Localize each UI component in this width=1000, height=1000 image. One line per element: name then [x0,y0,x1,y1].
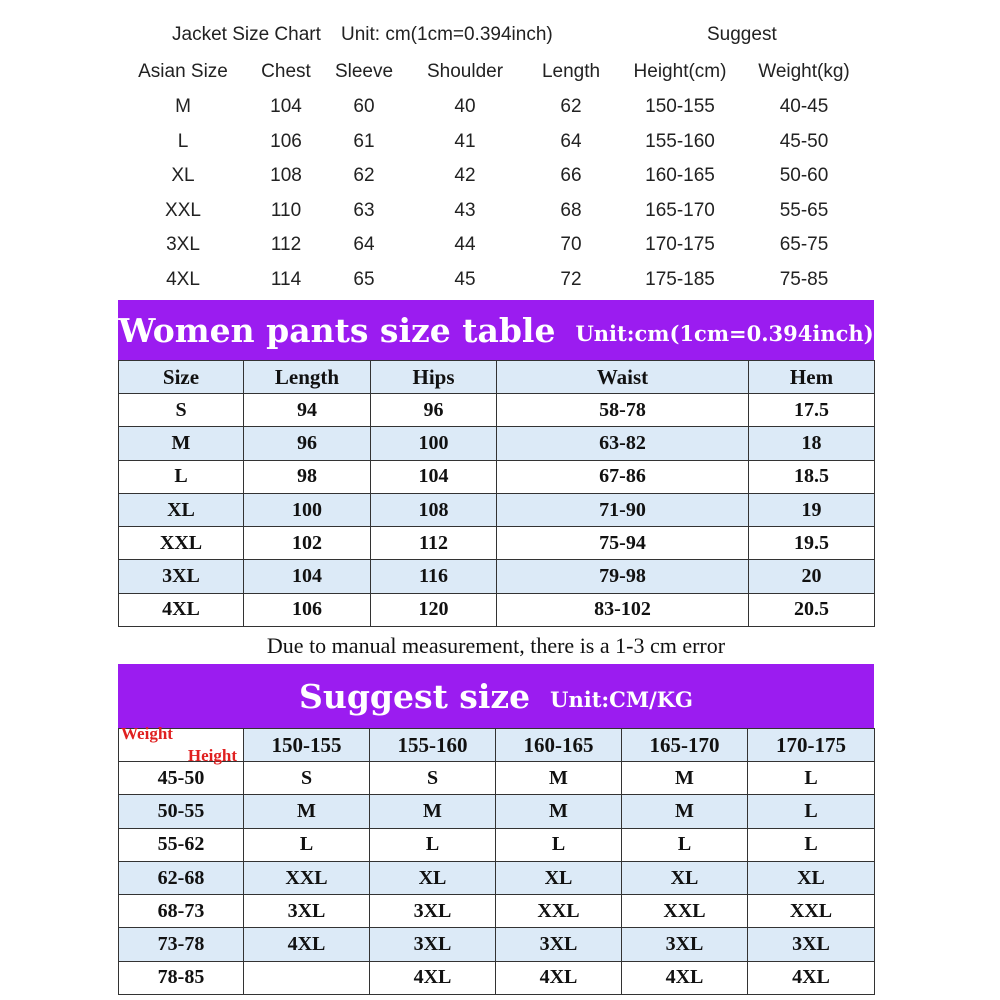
jacket-cell: 165-170 [645,199,715,221]
pants-cell: S [119,394,244,427]
pants-cell: 108 [371,493,497,526]
size-cell [244,961,370,994]
pants-cell: 98 [244,460,371,493]
pants-row [119,493,875,526]
jacket-cell: 4XL [166,268,200,290]
pants-cell: 67-86 [497,460,749,493]
suggest-header-row [119,729,875,762]
size-cell: 3XL [244,895,370,928]
size-cell: XXL [496,895,622,928]
height-header: 155-160 [370,729,496,762]
size-cell: XXL [622,895,748,928]
jacket-row [0,263,1000,297]
suggest-row [119,828,875,861]
pants-cell: 71-90 [497,493,749,526]
pants-unit: Unit:cm(1cm=0.394inch) [575,320,874,346]
size-cell: M [496,795,622,828]
corner-weight-label: Weight [121,724,173,743]
pants-cell: 19 [749,493,875,526]
pants-header: Hips [371,361,497,394]
pants-row [119,560,875,593]
jacket-size-chart [0,0,1000,300]
pants-title: Women pants size table [118,310,556,350]
size-cell: 4XL [244,928,370,961]
pants-cell: XXL [119,527,244,560]
pants-cell: 102 [244,527,371,560]
jacket-cell: 108 [270,165,302,186]
pants-cell: 20.5 [749,593,875,626]
jacket-cell: 175-185 [645,268,715,290]
weight-cell: 78-85 [119,961,244,994]
suggest-row [119,961,875,994]
jacket-cell: 41 [454,130,476,152]
jacket-cell: 42 [454,165,476,186]
weight-cell: 45-50 [119,762,244,795]
jacket-cell: 65-75 [779,234,829,255]
weight-cell: 73-78 [119,928,244,961]
pants-cell: 19.5 [749,527,875,560]
jacket-header: Asian Size [138,61,228,82]
jacket-cell: 68 [560,199,582,221]
size-cell: 3XL [370,895,496,928]
jacket-cell: 40 [454,96,476,117]
jacket-row [0,194,1000,228]
size-cell: XXL [748,895,875,928]
size-cell: XL [748,861,875,894]
jacket-cell: 40-45 [779,96,829,117]
jacket-cell: 170-175 [645,234,715,255]
pants-cell: 63-82 [497,427,749,460]
jacket-cell: 45 [454,268,476,290]
pants-cell: L [119,460,244,493]
weight-cell: 68-73 [119,895,244,928]
jacket-cell: M [175,96,191,117]
jacket-title: Jacket Size Chart [172,24,321,45]
height-header: 150-155 [244,729,370,762]
jacket-cell: 75-85 [779,268,829,290]
size-cell: S [244,762,370,795]
suggest-banner [118,664,874,728]
jacket-cell: 55-65 [779,199,829,221]
pants-row [119,427,875,460]
jacket-cell: 61 [353,130,375,152]
jacket-cell: 114 [270,268,302,290]
pants-cell: 79-98 [497,560,749,593]
size-cell: 3XL [370,928,496,961]
jacket-cell: 155-160 [645,130,715,152]
size-cell: XL [496,861,622,894]
size-cell: L [244,828,370,861]
height-header: 170-175 [748,729,875,762]
size-cell: XL [370,861,496,894]
jacket-header: Shoulder [426,61,504,82]
pants-cell: 18.5 [749,460,875,493]
pants-cell: 17.5 [749,394,875,427]
jacket-cell: 43 [454,199,476,221]
pants-cell: 100 [371,427,497,460]
jacket-header: Length [541,61,601,82]
jacket-cell: 3XL [166,234,200,255]
measurement-note: Due to manual measurement, there is a 1-3 cm error [266,633,726,658]
pants-cell: 83-102 [497,593,749,626]
size-cell: 4XL [622,961,748,994]
jacket-cell: 62 [353,165,375,186]
pants-cell: 112 [371,527,497,560]
jacket-unit: Unit: cm(1cm=0.394inch) [341,24,553,45]
pants-row [119,593,875,626]
pants-header: Hem [749,361,875,394]
size-cell: XL [622,861,748,894]
pants-header: Length [244,361,371,394]
jacket-header: Weight(kg) [758,61,850,82]
jacket-row [0,90,1000,124]
height-header: 165-170 [622,729,748,762]
size-cell: XXL [244,861,370,894]
size-cell: 4XL [370,961,496,994]
pants-table [118,360,875,627]
jacket-header: Chest [261,61,311,82]
pants-cell: 96 [244,427,371,460]
suggest-title: Suggest size [299,676,531,716]
suggest-table [118,724,875,995]
pants-cell: 106 [244,593,371,626]
pants-header-row [119,361,875,394]
jacket-cell: 66 [560,165,582,186]
jacket-cell: 72 [560,268,582,290]
pants-cell: 3XL [119,560,244,593]
size-cell: S [370,762,496,795]
jacket-header: Height(cm) [633,61,727,82]
size-cell: M [622,795,748,828]
size-cell: 4XL [748,961,875,994]
pants-cell: 104 [244,560,371,593]
jacket-row [0,228,1000,262]
pants-cell: 96 [371,394,497,427]
pants-cell: M [119,427,244,460]
weight-cell: 50-55 [119,795,244,828]
pants-cell: 58-78 [497,394,749,427]
size-cell: 4XL [496,961,622,994]
weight-cell: 62-68 [119,861,244,894]
pants-banner [118,300,874,360]
jacket-cell: 112 [270,234,302,255]
jacket-header-row [0,55,1000,89]
jacket-cell: 44 [454,234,476,255]
size-cell: 3XL [748,928,875,961]
size-cell: L [622,828,748,861]
pants-cell: 94 [244,394,371,427]
jacket-cell: 150-155 [645,96,715,117]
size-cell: L [748,795,875,828]
pants-cell: 4XL [119,593,244,626]
suggest-row [119,895,875,928]
pants-cell: 116 [371,560,497,593]
jacket-cell: 45-50 [779,130,829,152]
jacket-cell: 106 [270,130,302,152]
size-cell: L [370,828,496,861]
pants-row [119,527,875,560]
suggest-unit: Unit:CM/KG [550,686,693,712]
jacket-cell: 64 [353,234,375,255]
jacket-cell: 160-165 [645,165,715,186]
size-cell: M [370,795,496,828]
jacket-cell: 110 [270,199,302,221]
size-cell: 3XL [622,928,748,961]
suggest-row [119,928,875,961]
jacket-cell: 70 [560,234,582,255]
suggest-row [119,795,875,828]
size-cell: 3XL [496,928,622,961]
weight-cell: 55-62 [119,828,244,861]
jacket-cell: XXL [165,199,201,221]
suggest-row [119,861,875,894]
size-cell: M [622,762,748,795]
size-cell: L [748,828,875,861]
size-cell: M [496,762,622,795]
pants-header: Waist [497,361,749,394]
jacket-cell: 60 [353,96,375,117]
pants-row [119,394,875,427]
size-cell: M [244,795,370,828]
jacket-suggest-label: Suggest [707,24,777,45]
pants-cell: 120 [371,593,497,626]
jacket-cell: 62 [560,96,582,117]
corner-cell [119,724,244,765]
pants-cell: 104 [371,460,497,493]
corner-height-label: Height [187,746,237,765]
jacket-row [0,125,1000,159]
jacket-cell: 63 [353,199,375,221]
suggest-row [119,762,875,795]
jacket-row [0,159,1000,193]
jacket-cell: 50-60 [779,165,829,186]
size-cell: L [496,828,622,861]
jacket-cell: 65 [353,268,375,290]
pants-cell: XL [119,493,244,526]
pants-cell: 75-94 [497,527,749,560]
pants-row [119,460,875,493]
pants-cell: 100 [244,493,371,526]
pants-cell: 18 [749,427,875,460]
size-cell: L [748,762,875,795]
jacket-cell: 104 [270,96,302,117]
pants-header: Size [119,361,244,394]
jacket-header: Sleeve [334,61,394,82]
jacket-cell: L [177,130,189,152]
jacket-cell: 64 [560,130,582,152]
height-header: 160-165 [496,729,622,762]
jacket-cell: XL [171,165,195,186]
pants-cell: 20 [749,560,875,593]
